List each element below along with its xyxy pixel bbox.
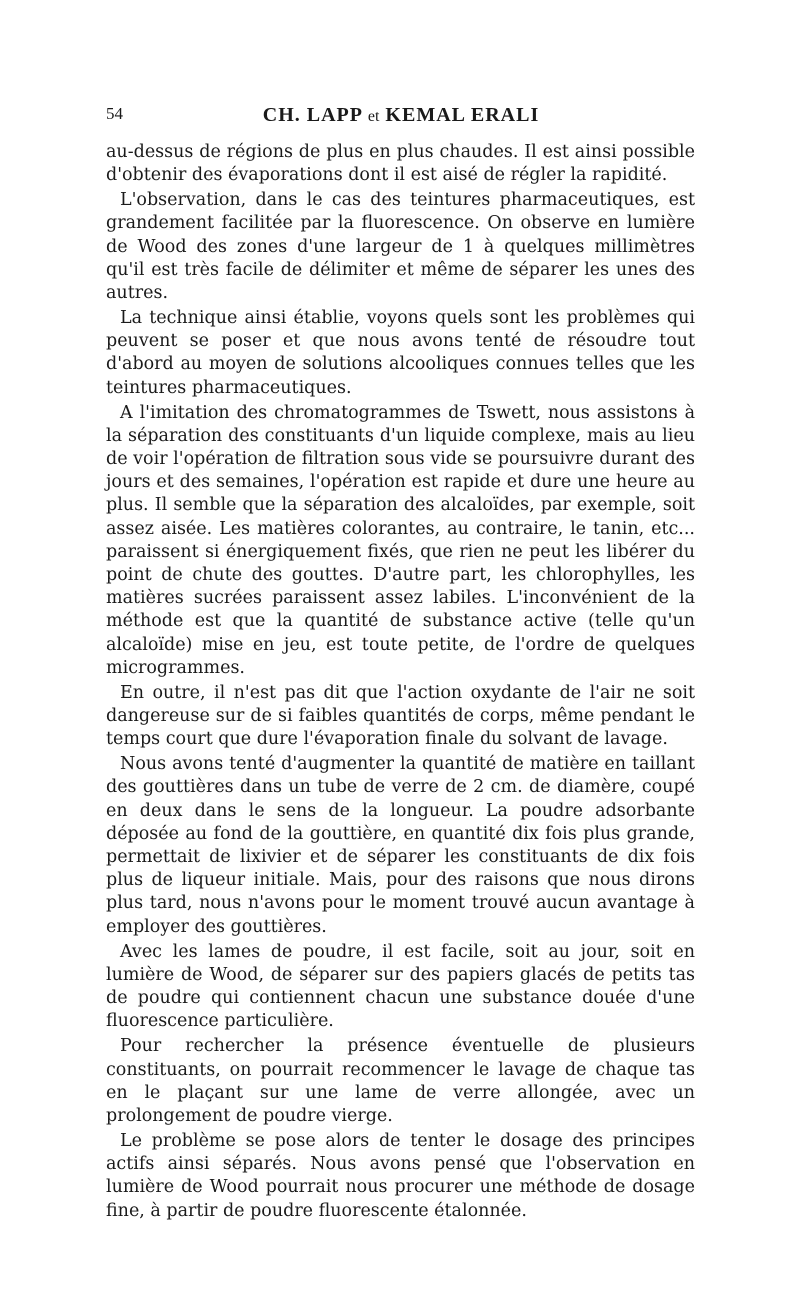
paragraph: En outre, il n'est pas dit que l'action oxydante de l'air ne soit dangereuse sur de si faibles quantités de corps, même pendant le temps court que dure l'évaporation finale du solvant de lavage. — [106, 682, 695, 750]
page-number: 54 — [106, 104, 123, 123]
body-text — [106, 141, 695, 1225]
author-lapp: CH. LAPP — [262, 104, 362, 126]
paragraph: Avec les lames de poudre, il est facile, soit au jour, soit en lumière de Wood, de séparer sur des papiers glacés de petits tas de poudre qui contiennent chacun une substance douée d'une fluorescence particulière. — [106, 941, 695, 1032]
paragraph: Nous avons tenté d'augmenter la quantité de matière en taillant des gouttières dans un tube de verre de 2 cm. de diamère, coupé en deux dans le sens de la longueur. La poudre adsorbante déposée au fond de la gouttière, en quantité dix fois plus grande, permettait de lixivier et de séparer les constituants de dix fois plus de liqueur initiale. Mais, pour des raisons que nous dirons plus tard, nous n'avons pour le moment trouvé aucun avantage à employer des gouttières. — [106, 754, 695, 937]
paragraph: au-dessus de régions de plus en plus chaudes. Il est ainsi possible d'obtenir des évaporations dont il est aisé de régler la rapidité. — [106, 142, 695, 186]
running-title — [106, 104, 696, 127]
paragraph: Le problème se pose alors de tenter le dosage des principes actifs ainsi séparés. Nous avons pensé que l'observation en lumière de Wood pourrait nous procurer une méthode de dosage fine, à partir de poudre fluorescente étalonnée. — [106, 1130, 695, 1221]
title-conjunction: et — [367, 108, 380, 125]
paragraph: L'observation, dans le cas des teintures pharmaceutiques, est grandement facilitée par la fluorescence. On observe en lumière de Wood des zones d'une largeur de 1 à quelques millimètres qu'il est très facile de délimiter et même de séparer les unes des autres. — [106, 190, 695, 304]
paragraph: A l'imitation des chromatogrammes de Tswett, nous assistons à la séparation des constituants d'un liquide complexe, mais au lieu de voir l'opération de filtration sous vide se poursuivre durant des jours et des semaines, l'opération est rapide et dure une heure au plus. Il semble que la séparation des alcaloïdes, par exemple, soit assez aisée. Les matières colorantes, au contraire, le tanin, etc... paraissent si énergiquement fixés, que rien ne peut les libérer du point de chute des gouttes. D'autre part, les chlorophylles, les matières sucrées paraissent assez labiles. L'inconvénient de la méthode est que la quantité de substance active (telle qu'un alcaloïde) mise en jeu, est toute petite, de l'ordre de quelques microgrammes. — [106, 402, 695, 678]
paragraph: Pour rechercher la présence éventuelle de plusieurs constituants, on pourrait recommencer le lavage de chaque tas en le plaçant sur une lame de verre allongée, avec un prolongement de poudre vierge. — [106, 1036, 695, 1126]
running-header — [106, 104, 696, 128]
author-erali: KEMAL ERALI — [385, 104, 540, 126]
paragraph: La technique ainsi établie, voyons quels sont les problèmes qui peuvent se poser et que nous avons tenté de résoudre tout d'abord au moyen de solutions alcooliques connues telles que les teintures pharmaceutiques. — [106, 308, 695, 398]
